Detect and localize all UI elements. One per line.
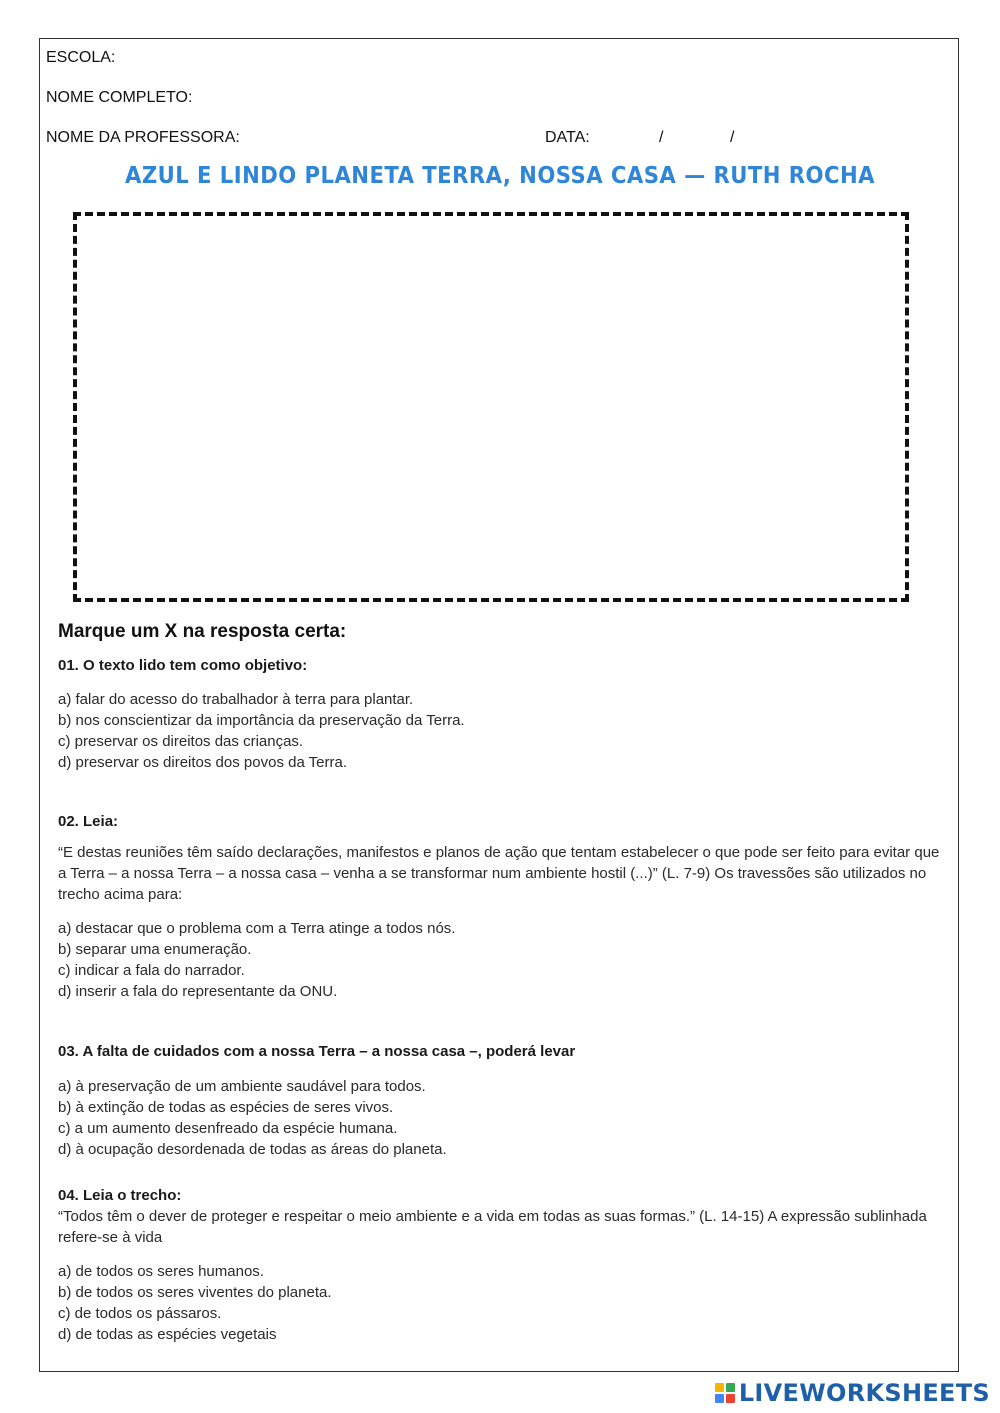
- logo-square: [715, 1383, 724, 1392]
- question-title: 01. O texto lido tem como objetivo:: [58, 657, 308, 674]
- answer-option[interactable]: a) destacar que o problema com a Terra atinge a todos nós.: [58, 920, 456, 937]
- answer-option[interactable]: b) separar uma enumeração.: [58, 941, 252, 958]
- question-text: “E destas reuniões têm saído declarações, manifestos e planos de ação que tentam estabelecer o que pode ser feito para evitar que a Terra – a nossa Terra – a nossa casa – venha a se transformar num ambiente hostil (...)” (L. 7-9) Os travessões são utilizados no trecho acima para:: [58, 844, 940, 903]
- answer-option[interactable]: b) nos conscientizar da importância da preservação da Terra.: [58, 712, 465, 729]
- liveworksheets-logo[interactable]: [715, 1378, 990, 1408]
- instruction-text: Marque um X na resposta certa:: [58, 621, 347, 642]
- question-03: [58, 1041, 948, 1160]
- answer-option[interactable]: c) preservar os direitos das crianças.: [58, 733, 304, 750]
- answer-option[interactable]: c) de todos os pássaros.: [58, 1305, 222, 1322]
- question-title: 02. Leia:: [58, 813, 119, 830]
- answer-option[interactable]: d) de todas as espécies vegetais: [58, 1326, 277, 1343]
- question-02: [58, 811, 948, 1002]
- answer-option[interactable]: a) à preservação de um ambiente saudável para todos.: [58, 1078, 426, 1095]
- answer-option[interactable]: b) de todos os seres viventes do planeta.: [58, 1284, 332, 1301]
- question-04: [58, 1185, 948, 1345]
- answer-option[interactable]: d) inserir a fala do representante da ONU.: [58, 983, 338, 1000]
- worksheet-title: AZUL E LINDO PLANETA TERRA, NOSSA CASA — RUTH ROCHA: [124, 163, 876, 189]
- answer-option[interactable]: a) falar do acesso do trabalhador à terra para plantar.: [58, 691, 414, 708]
- logo-mark-icon: [715, 1383, 735, 1403]
- answer-option[interactable]: a) de todos os seres humanos.: [58, 1263, 264, 1280]
- worksheet-frame: [39, 38, 959, 1372]
- logo-square: [715, 1394, 724, 1403]
- answer-option[interactable]: b) à extinção de todas as espécies de seres vivos.: [58, 1099, 394, 1116]
- nome-professora-label: NOME DA PROFESSORA:: [46, 129, 240, 146]
- date-separator: /: [730, 129, 735, 146]
- logo-square: [726, 1383, 735, 1392]
- answer-option[interactable]: d) preservar os direitos dos povos da Terra.: [58, 754, 348, 771]
- data-label: DATA:: [545, 129, 590, 146]
- logo-square: [726, 1394, 735, 1403]
- question-text: “Todos têm o dever de proteger e respeitar o meio ambiente e a vida em todas as suas formas.” (L. 14-15) A expressão sublinhada refere-se à vida: [58, 1208, 927, 1246]
- date-separator: /: [659, 129, 664, 146]
- answer-option[interactable]: c) indicar a fala do narrador.: [58, 962, 245, 979]
- escola-label: ESCOLA:: [46, 49, 116, 66]
- answer-option[interactable]: c) a um aumento desenfreado da espécie humana.: [58, 1120, 398, 1137]
- question-title: 04. Leia o trecho:: [58, 1187, 182, 1204]
- question-title: 03. A falta de cuidados com a nossa Terra – a nossa casa –, poderá levar: [58, 1043, 576, 1060]
- drawing-area[interactable]: [73, 212, 909, 602]
- logo-text: LIVEWORKSHEETS: [738, 1379, 990, 1407]
- nome-completo-label: NOME COMPLETO:: [46, 89, 193, 106]
- question-01: [58, 655, 948, 773]
- answer-option[interactable]: d) à ocupação desordenada de todas as áreas do planeta.: [58, 1141, 447, 1158]
